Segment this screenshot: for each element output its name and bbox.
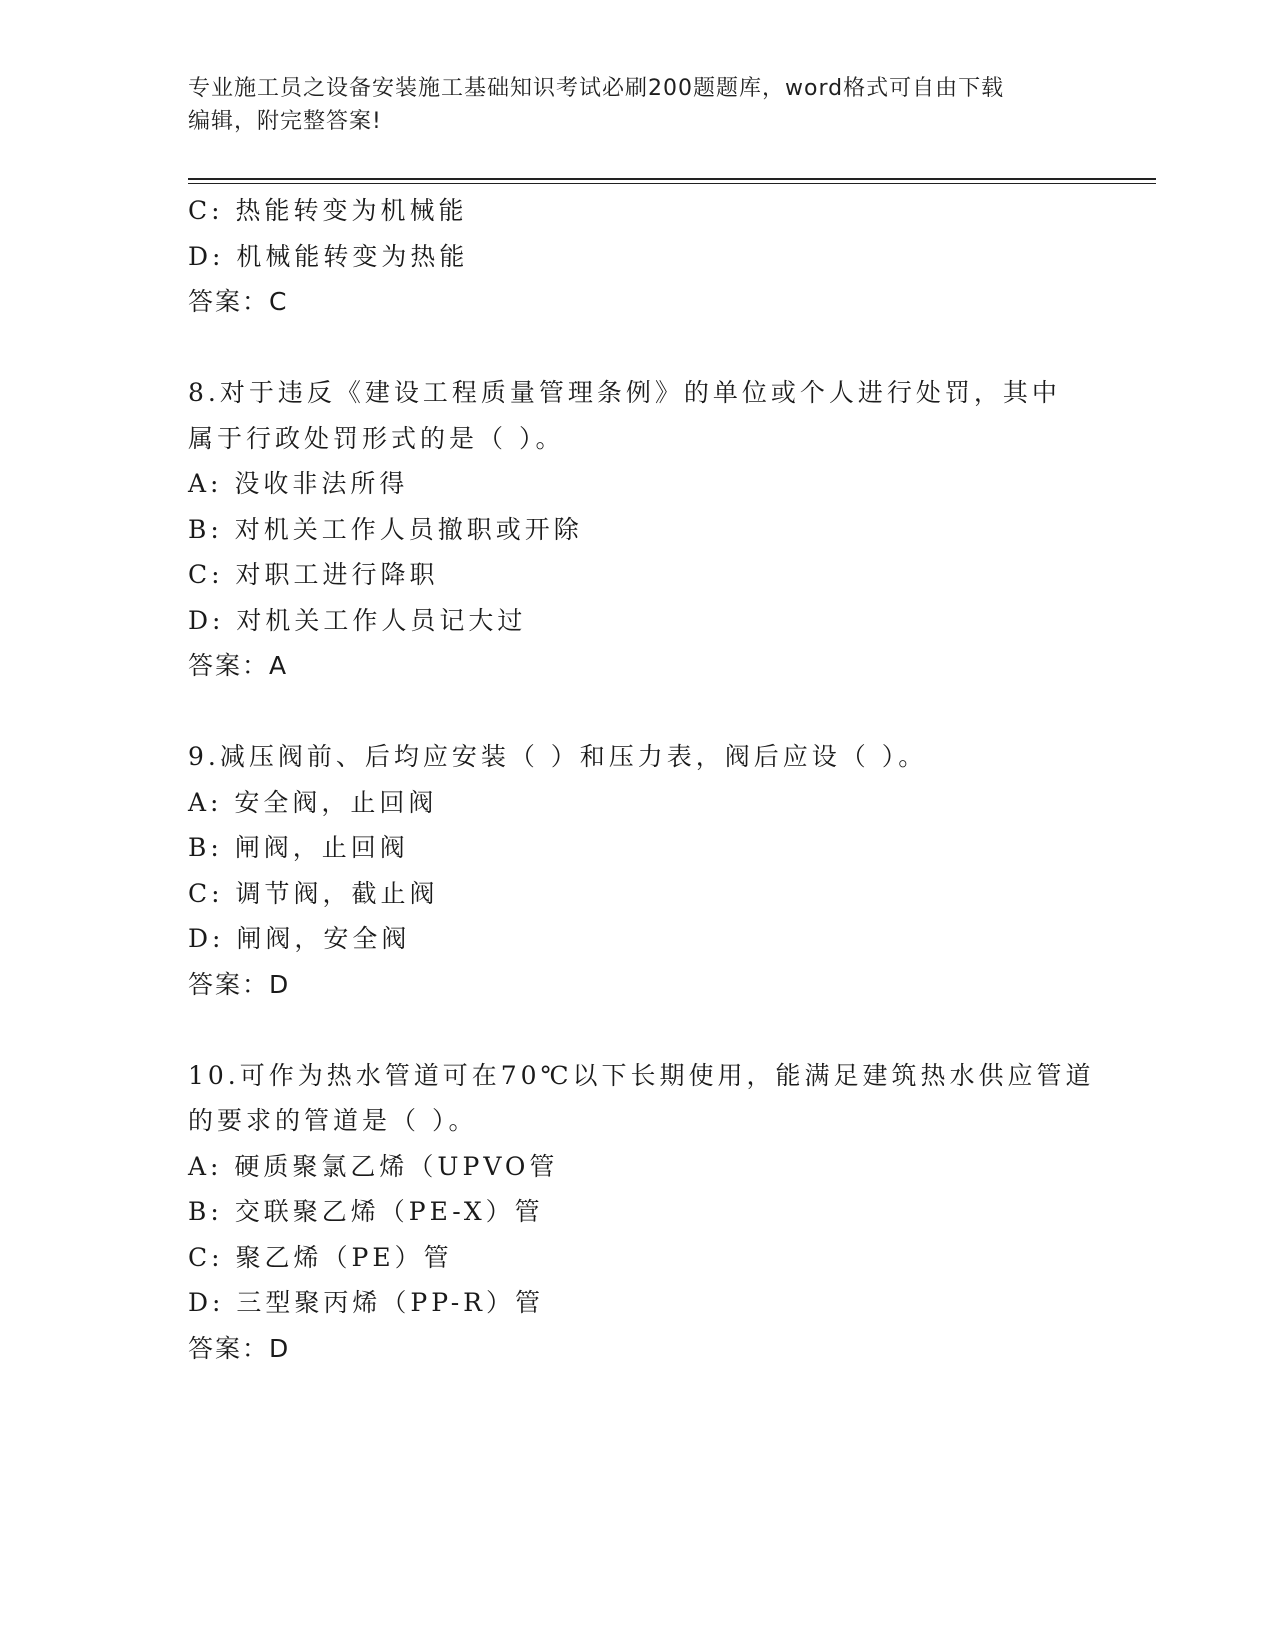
question-stem-line-1: 10.可作为热水管道可在70℃以下长期使用，能满足建筑热水供应管道: [188, 1060, 1095, 1090]
question-10: [188, 1053, 1128, 1372]
prev-question-block: [188, 188, 1128, 325]
question-stem-line-2: 的要求的管道是（ ）。: [188, 1106, 478, 1135]
question-list: [188, 188, 1128, 1371]
option-d: D: 机械能转变为热能: [188, 241, 469, 271]
answer-line: 答案：D: [188, 969, 291, 999]
header-title-line-1: 专业施工员之设备安装施工基础知识考试必刷200题题库，word格式可自由下载: [188, 76, 1005, 101]
option-b: B: 闸阀，止回阀: [188, 833, 409, 862]
page-header: [188, 72, 1088, 138]
spacer: [188, 325, 1128, 371]
question-stem-line-1: 8.对于违反《建设工程质量管理条例》的单位或个人进行处罚，其中: [188, 378, 1061, 407]
header-divider-thin: [188, 183, 1156, 184]
option-d: D: 对机关工作人员记大过: [188, 605, 527, 635]
header-title-line-2: 编辑，附完整答案!: [188, 109, 382, 134]
option-a: A: 安全阀，止回阀: [188, 787, 438, 817]
question-8: [188, 370, 1128, 689]
option-b: B: 对机关工作人员撤职或开除: [188, 514, 583, 544]
option-c: C: 热能转变为机械能: [188, 196, 468, 225]
question-stem-line-2: 属于行政处罚形式的是（ ）。: [188, 423, 565, 453]
answer-line: 答案：C: [188, 287, 289, 316]
spacer: [188, 689, 1128, 735]
option-a: A: 没收非法所得: [188, 469, 409, 498]
answer-line: 答案：D: [188, 1333, 291, 1363]
spacer: [188, 1007, 1128, 1053]
question-9: [188, 734, 1128, 1007]
option-d: D: 闸阀，安全阀: [188, 924, 411, 953]
question-stem-line-1: 9.减压阀前、后均应安装（ ）和压力表，阀后应设（ ）。: [188, 742, 928, 771]
option-a: A: 硬质聚氯乙烯（UPVO管: [188, 1151, 559, 1181]
answer-line: 答案：A: [188, 651, 289, 680]
option-c: C: 对职工进行降职: [188, 560, 439, 589]
option-b: B: 交联聚乙烯（PE-X）管: [188, 1197, 544, 1226]
option-c: C: 调节阀，截止阀: [188, 878, 439, 908]
header-divider-thick: [188, 178, 1156, 180]
option-d: D: 三型聚丙烯（PP-R）管: [188, 1288, 544, 1317]
option-c: C: 聚乙烯（PE）管: [188, 1242, 453, 1272]
